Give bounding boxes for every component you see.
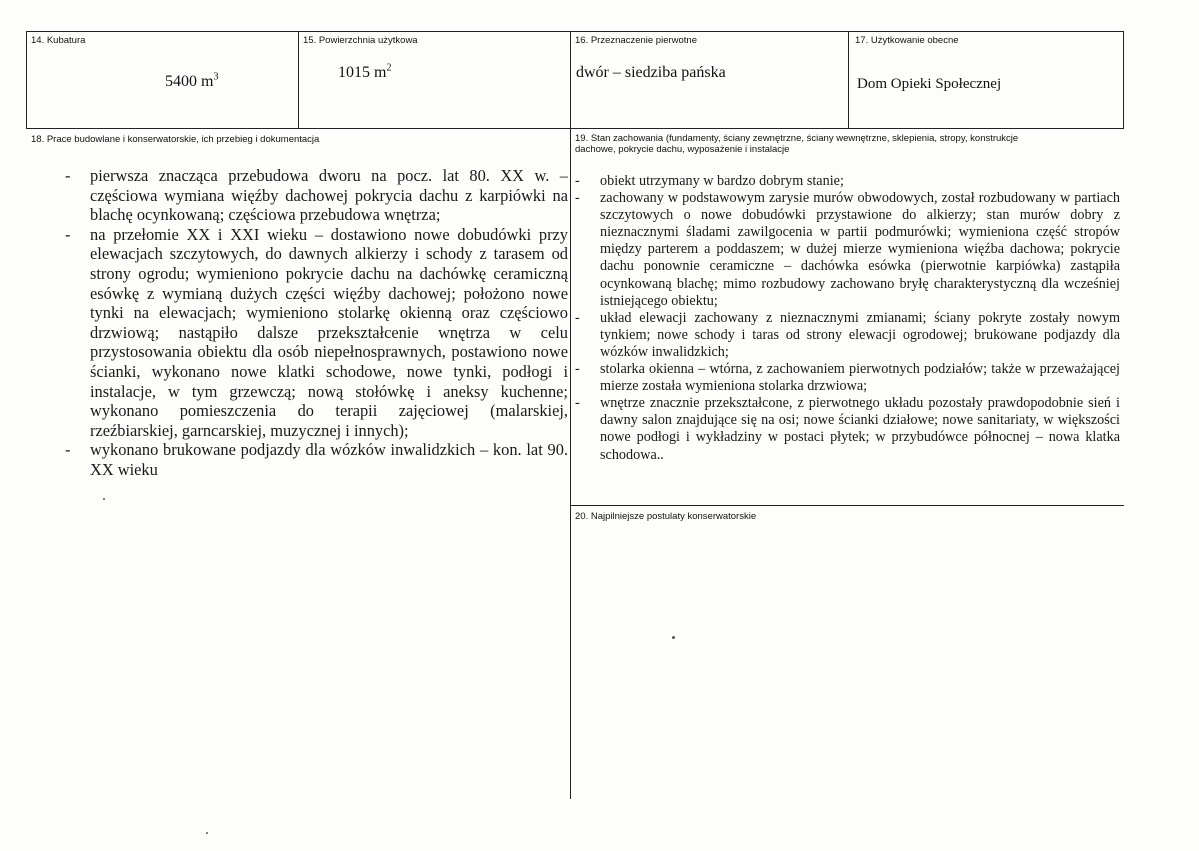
divider-14-15 [298,31,299,129]
field-15-label: 15. Powierzchnia użytkowa [303,35,418,46]
field-15-value [338,64,391,82]
list-item [65,224,568,441]
field-14-label: 14. Kubatura [31,35,86,46]
row1-bottom-line [26,128,1124,129]
list-item-text: na przełomie XX i XXI wieku – dostawiono nowe dobudówki przy elewacjach szczytowych, do dawnych alkierzy i schody z tarasem od strony ogrodu; wymieniono pokrycie dachu na dachówkę ceramiczną esówkę z wymianą dużych części więźby dachowej; położono nowe tynki na elewacjach; wymieniono stolarkę okienną oraz częściowo drzwiową; nastąpiło dalsze przekształcenie wnętrza w celu przystosowania obiektu dla osób niepełnosprawnych, postawiono nowe ścianki, wykonano nowe klatki schodowe, nowe tynki, podłogi i instalacje, w tym grzewczą; nową stołówkę i aneksy kuchenne; wykonano pomieszczenia do terapii zajęciowej (malarskiej, rzeźbiarskiej, garncarskiej, muzycznej i innych); [90,224,568,440]
field-16-label: 16. Przeznaczenie pierwotne [575,35,697,46]
list-item-text: układ elewacji zachowany z nieznacznymi zmianami; ściany pokryte zostały nowym tynkiem; nowe schody i taras od strony elewacji ogrodowej; brukowane podjazdy dla wózków inwalidzkich; [600,309,1120,360]
list-item [575,309,1120,361]
field19-bottom-line [570,505,1124,506]
list-item-text: obiekt utrzymany w bardzo dobrym stanie; [600,173,844,189]
scan-speck [103,498,105,500]
list-item-text: wnętrze znacznie przekształcone, z pierwotnego układu pozostały prawdopodobnie sień i dawny salon znajdujące się na osi; nowe ścianki działowe; nowe sanitariaty, w większości nowe podłogi i wykładziny w postaci płytek; w przybudówce północnej – nowa klatka schodowa.. [600,395,1120,463]
left-border-line [26,31,27,129]
bullet-dash: - [65,166,71,185]
right-border-line [1123,31,1124,129]
field-17-label: 17. Użytkowanie obecne [855,35,959,46]
divider-16-17 [848,31,849,129]
bullet-dash: - [65,440,71,460]
list-item [65,166,568,225]
list-item [575,173,1120,190]
field-18-list [65,166,568,480]
bullet-dash: - [65,224,71,244]
top-border-line [26,31,1124,32]
bullet-dash: - [575,309,580,326]
list-item-text: pierwsza znacząca przebudowa dworu na pocz. lat 80. XX w. – częściowa wymiana więźby dachowej pokrycia dachu z karpiówki na blachę ocynkowaną; częściowa przebudowa wnętrza; [90,166,568,225]
list-item-text: stolarka okienna – wtórna, z zachowaniem pierwotnych podziałów; także w przeważającej mierze została wymieniona stolarka drzwiowa; [600,361,1120,395]
field-16-value: dwór – siedziba pańska [576,64,726,81]
bullet-dash: - [575,361,580,378]
list-item-text: zachowany w podstawowym zarysie murów obwodowych, został rozbudowany w partiach szczytowych o nowe dobudówki przystawione do alkierzy; stan murów dobry z nieznacznymi śladami zawilgocenia w partii podmurówki; wymieniona część stropów między parterem a poddaszem; w dużej mierze wymieniona więźba dachowa; pokrycie dachu ponownie ceramiczne – dachówka esówka (pierwotnie karpiówka) zastąpiła ocynkowaną blachę; mimo rozbudowy zachowano bryłę charakterystyczną dla wcześniej istniejącego obiektu; [600,190,1120,309]
bullet-dash: - [575,190,580,207]
list-item [575,190,1120,310]
field-15-unit-exponent: 2 [386,62,392,74]
field-17-value: Dom Opieki Społecznej [857,76,1002,92]
field-20-label: 20. Najpilniejsze postulaty konserwatorskie [575,511,757,522]
list-item-text: wykonano brukowane podjazdy dla wózków inwalidzkich – kon. lat 90. XX wieku [90,440,568,479]
field-19-list [575,173,1120,464]
list-item [575,395,1120,463]
field-15-value-text: 1015 m [338,64,387,81]
field-14-value [165,73,218,91]
list-item [65,440,568,479]
field-18-label: 18. Prace budowlane i konserwatorskie, ich przebieg i dokumentacja [31,134,320,145]
field-19-label: 19. Stan zachowania (fundamenty, ściany zewnętrzne, ściany wewnętrzne, sklepienia, stropy, konstrukcje dachowe, pokrycie dachu, wyposażenie i instalacje [575,133,1019,155]
scan-speck [672,636,675,639]
list-item [575,361,1120,395]
field-14-unit-exponent: 3 [213,71,219,83]
field-14-value-text: 5400 m [165,73,214,90]
bullet-dash: - [575,395,580,412]
bullet-dash: - [575,173,580,189]
divider-main-column [570,31,571,799]
scan-speck [206,832,208,834]
